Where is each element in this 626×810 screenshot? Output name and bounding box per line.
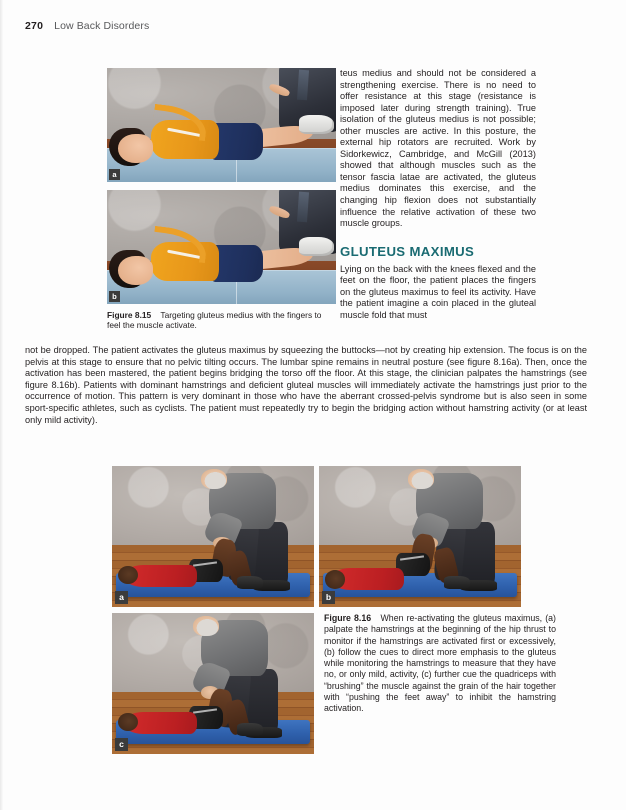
- panel-label-a: a: [115, 591, 128, 604]
- fig816-part-6: further cue the quadriceps with “brushing” the muscle against the grain of the hair together with “pushing the feet away” to inhibit the hamstring activation.: [324, 669, 556, 714]
- figure-8-15-panel-a: [107, 68, 336, 182]
- panel-label-a: a: [109, 169, 120, 180]
- figure-8-16-row-top: [112, 466, 587, 607]
- figure-8-16-row-bottom: [112, 613, 587, 754]
- fig816-part-5: (c): [421, 669, 432, 680]
- patient-shoe: [299, 237, 333, 256]
- fig816-part-1: (a): [545, 613, 556, 623]
- figure-8-15: [107, 68, 336, 331]
- figure-8-16-panel-c: [112, 613, 314, 754]
- figure-8-15-caption-label: Figure 8.15: [107, 310, 152, 320]
- book-title: Low Back Disorders: [54, 20, 150, 32]
- fig816-part-0: When re-activating the gluteus maximus,: [380, 613, 543, 623]
- figure-8-15-panel-b: [107, 190, 336, 304]
- page-edge-shadow: [0, 0, 3, 810]
- patient-shoe: [299, 115, 333, 134]
- gluteus-maximus-paragraph: Lying on the back with the knees flexed and the feet on the floor, the patient places the fingers on the gluteus maximus to feel its activity. Have the patient imagine a coin placed in the gluteal muscle fold that must: [340, 263, 536, 320]
- fig816-part-3: (b): [324, 646, 335, 657]
- patient-shoe: [237, 723, 263, 736]
- fig816-part-4: follow the cues to direct more emphasis to the gluteus while monitoring the hamstrings to measure that they have no, or only mild, activity,: [324, 646, 556, 680]
- fig816-part-2: palpate the hamstrings at the beginning of the hip thrust to monitor if the hamstrings are activated first or excessively,: [324, 624, 556, 646]
- figure-8-16: [112, 466, 587, 754]
- panel-label-c: c: [115, 738, 128, 751]
- figure-8-15-caption: [107, 310, 336, 331]
- figure-8-16-caption: [324, 613, 556, 754]
- panel-label-b: b: [109, 291, 120, 302]
- clinician-head: [408, 469, 434, 489]
- full-width-paragraph: not be dropped. The patient activates the gluteus maximus by squeezing the buttocks—not by creating hip extension. The focus is on the pelvis at this stage to ensure that no pelvic tilting occurs. The lumbar spine remains in neutral posture (see figure 8.16a). Then, once the activation has been mastered, the patient begins bridging the torso off the floor. At this stage, the clinician palpates the hamstrings (see figure 8.16b). Patients with dominant hamstrings and deficient gluteal muscles will immediately activate the hamstrings just prior to the occurrence of motion. This pattern is very dominant in those who have the aberrant crossed-pelvis syndrome but is also seen in some sport-specific athletes, such as cyclists. The patient must repeatedly try to begin the bridging action without hamstring activity (or at least only mild activity).: [25, 345, 587, 425]
- page-number: 270: [25, 20, 44, 32]
- clinician-head: [193, 616, 219, 636]
- figure-8-16-panel-b: [319, 466, 521, 607]
- clinician-head: [201, 469, 227, 489]
- figure-8-16-caption-label: Figure 8.16: [324, 613, 372, 623]
- patient-head: [118, 256, 152, 285]
- patient-shoe: [444, 576, 470, 589]
- continued-paragraph: teus medius and should not be considered a strengthening exercise. There is no need to offer resistance at this stage (resistance is imposed later during strength training). True isolation of the gluteus medius is not possible; other muscles are active. In this posture, the external hip rotators are recruited. Work by Sidorkewicz, Cambridge, and McGill (2013) showed that although muscles such as the tensor fascia latae are activated, the gluteus medius dominates this exercise, and the changing hip flexion does not substantially influence the relative activation of these two muscle groups.: [340, 68, 536, 229]
- figure-8-15-caption-text: Targeting gluteus medius with the fingers to feel the muscle activate.: [107, 310, 322, 331]
- patient-head: [325, 570, 345, 588]
- figure-8-16-panel-a: [112, 466, 314, 607]
- patient-shoe: [237, 576, 263, 589]
- running-head: [25, 20, 149, 32]
- patient-head: [118, 134, 152, 163]
- section-heading-gluteus-maximus: GLUTEUS MAXIMUS: [340, 243, 475, 259]
- right-text-column: [340, 68, 536, 321]
- panel-label-b: b: [322, 591, 335, 604]
